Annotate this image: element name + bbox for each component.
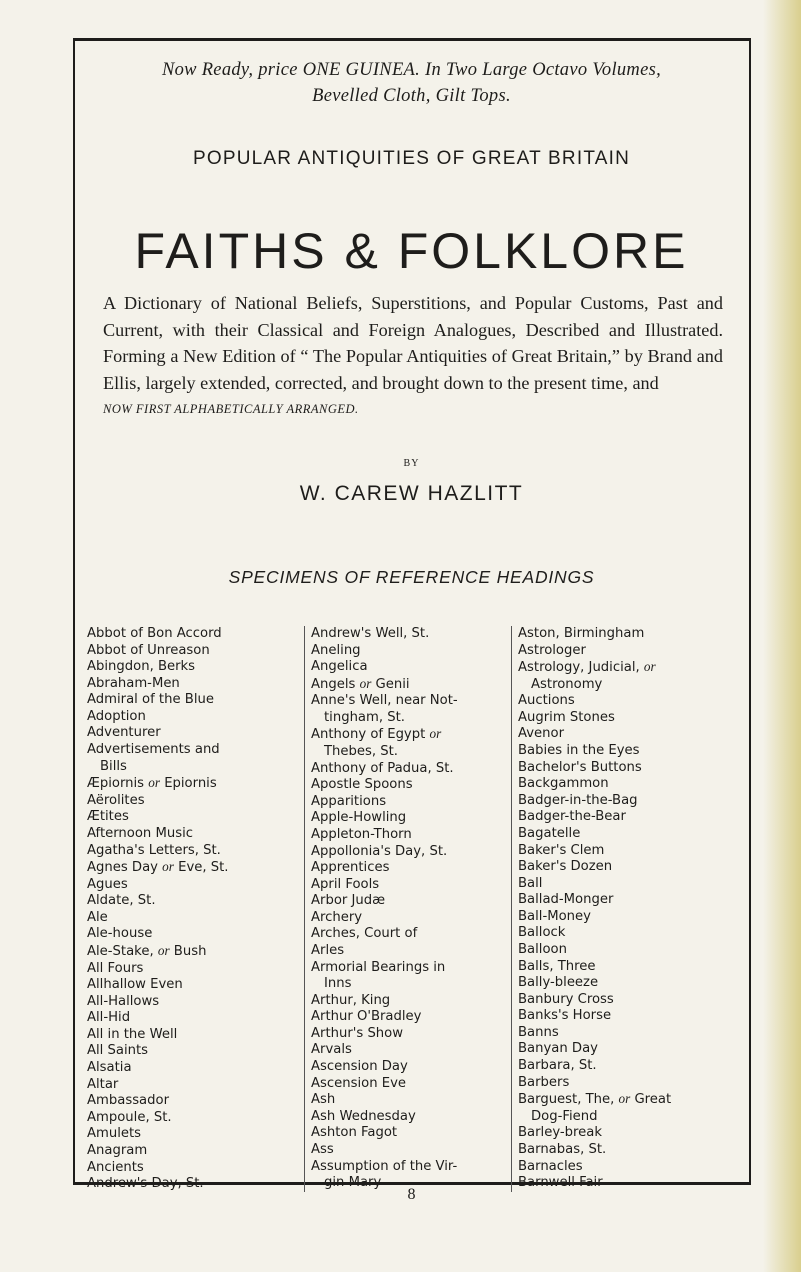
heading-entry: Agnes Day or Eve, St.: [87, 859, 229, 876]
heading-entry: Baker's Clem: [518, 842, 605, 858]
heading-entry: All in the Well: [87, 1026, 178, 1042]
heading-entry: Archery: [311, 909, 363, 925]
by-label: BY: [403, 458, 420, 469]
heading-entry: Adventurer: [87, 725, 161, 741]
heading-entry: Banyan Day: [518, 1041, 598, 1057]
heading-entry: Andrew's Day, St.: [87, 1176, 204, 1192]
heading-entry: Bally-bleeze: [518, 975, 599, 991]
heading-entry: Apparitions: [311, 793, 387, 809]
heading-entry: Ancients: [87, 1159, 144, 1175]
heading-entry: Barnwell Fair: [518, 1175, 603, 1191]
heading-entry: Alsatia: [87, 1060, 132, 1076]
heading-entry: Ashton Fagot: [311, 1125, 398, 1141]
heading-entry: All-Hallows: [87, 993, 160, 1009]
heading-entry: Angels or Genii: [311, 675, 410, 692]
heading-entry: Arles: [311, 942, 345, 958]
heading-entry: Ale-Stake, or Bush: [87, 942, 207, 959]
book-description: [103, 290, 723, 423]
or-connective: or: [162, 859, 174, 875]
heading-entry: Admiral of the Blue: [87, 692, 214, 708]
heading-entry: Appleton-Thorn: [311, 826, 412, 842]
heading-entry: Ætites: [87, 809, 129, 825]
headings-column-1: [87, 626, 292, 1193]
publication-notice-line-2: Bevelled Cloth, Gilt Tops.: [312, 86, 511, 106]
heading-entry: Assumption of the Vir-: [311, 1158, 458, 1174]
heading-entry: Arbor Judæ: [311, 893, 386, 909]
heading-entry: Aldate, St.: [87, 893, 156, 909]
heading-entry: Agatha's Letters, St.: [87, 842, 221, 858]
heading-entry: Badger-the-Bear: [518, 809, 626, 825]
heading-entry: Ballad-Monger: [518, 892, 614, 908]
heading-entry: Abbot of Bon Accord: [87, 626, 222, 641]
heading-entry: Andrew's Well, St.: [311, 626, 430, 641]
heading-entry: Banks's Horse: [518, 1008, 612, 1024]
heading-entry-continuation: Thebes, St.: [324, 744, 398, 760]
heading-entry: Adoption: [87, 708, 146, 724]
heading-entry: All Saints: [87, 1043, 149, 1059]
heading-entry: Augrim Stones: [518, 709, 615, 725]
page-edge-shading: [763, 0, 801, 1272]
page-number: 8: [407, 1186, 416, 1203]
heading-entry: Ash: [311, 1092, 336, 1108]
heading-entry: Ale-house: [87, 926, 153, 942]
heading-entry: Bagatelle: [518, 825, 581, 841]
heading-entry: Barguest, The, or Great: [518, 1091, 672, 1108]
heading-entry: All-Hid: [87, 1010, 131, 1026]
heading-entry: Ambassador: [87, 1093, 170, 1109]
heading-entry: Ballock: [518, 925, 566, 941]
heading-entry: Angelica: [311, 659, 368, 675]
heading-entry: Avenor: [518, 726, 565, 742]
heading-entry: Abbot of Unreason: [87, 642, 210, 658]
heading-entry: Astrologer: [518, 642, 586, 658]
heading-entry: Ampoule, St.: [87, 1109, 172, 1125]
heading-entry-continuation: Astronomy: [531, 676, 603, 692]
heading-entry: Banns: [518, 1024, 559, 1040]
heading-entry: Anne's Well, near Not-: [311, 693, 458, 709]
heading-entry: April Fools: [311, 876, 380, 892]
heading-entry: Agues: [87, 876, 128, 892]
heading-entry: Armorial Bearings in: [311, 959, 446, 975]
heading-entry: Ascension Day: [311, 1059, 408, 1075]
heading-entry: Balls, Three: [518, 958, 596, 974]
heading-entry: Arthur, King: [311, 992, 391, 1008]
heading-entry: Apprentices: [311, 860, 390, 876]
heading-entry: Ash Wednesday: [311, 1108, 416, 1124]
heading-entry: Appollonia's Day, St.: [311, 843, 448, 859]
heading-entry: Auctions: [518, 693, 575, 709]
heading-entry: Anagram: [87, 1142, 148, 1158]
heading-entry-continuation: gin Mary: [324, 1175, 382, 1191]
description-tail: NOW FIRST ALPHABETICALLY ARRANGED.: [103, 402, 359, 417]
heading-entry: Balloon: [518, 941, 567, 957]
heading-entry: Ale: [87, 909, 108, 925]
heading-entry: Apple-Howling: [311, 810, 407, 826]
heading-entry: Anthony of Padua, St.: [311, 760, 454, 776]
heading-entry: Arvals: [311, 1042, 352, 1058]
heading-word: Advertisements and: [87, 742, 220, 758]
heading-entry: Bachelor's Buttons: [518, 759, 642, 775]
heading-entry: [87, 742, 292, 759]
heading-entry: Barbara, St.: [518, 1058, 597, 1074]
main-title: FAITHS & FOLKLORE: [134, 223, 689, 279]
heading-entry: Barnabas, St.: [518, 1141, 607, 1157]
heading-entry: Apostle Spoons: [311, 777, 413, 793]
heading-entry: Badger-in-the-Bag: [518, 792, 638, 808]
author-name: W. CAREW HAZLITT: [299, 482, 524, 505]
heading-entry: All Fours: [87, 960, 144, 976]
heading-entry: Aërolites: [87, 792, 145, 808]
heading-entry-continuation: Inns: [324, 976, 352, 992]
left-border-rule: [73, 38, 75, 1185]
series-title: POPULAR ANTIQUITIES OF GREAT BRITAIN: [193, 148, 630, 169]
headings-column-2: [304, 626, 507, 1192]
heading-entry: Ascension Eve: [311, 1075, 407, 1091]
heading-entry: Ass: [311, 1141, 334, 1157]
right-border-rule: [749, 38, 751, 1185]
publication-notice-line-1: Now Ready, price ONE GUINEA. In Two Large Octavo Volumes,: [161, 60, 662, 80]
heading-entry: Afternoon Music: [87, 825, 194, 841]
or-connective: or: [157, 942, 170, 958]
heading-entry: Ball-Money: [518, 908, 591, 924]
or-connective: or: [643, 659, 656, 675]
specimens-heading: SPECIMENS OF REFERENCE HEADINGS: [228, 567, 595, 587]
or-connective: or: [618, 1091, 631, 1107]
heading-entry: Arthur's Show: [311, 1025, 404, 1041]
heading-entry: Backgammon: [518, 776, 609, 792]
heading-entry-continuation: tingham, St.: [324, 709, 405, 725]
heading-entry: Anthony of Egypt or: [311, 726, 442, 743]
heading-entry-continuation: Dog-Fiend: [531, 1108, 598, 1124]
heading-entry: Altar: [87, 1076, 119, 1092]
heading-entry: Allhallow Even: [87, 977, 183, 993]
heading-entry: Arthur O'Bradley: [311, 1009, 422, 1025]
or-connective: or: [429, 726, 442, 742]
heading-entry: Abingdon, Berks: [87, 659, 196, 675]
heading-entry-continuation: Bills: [100, 758, 127, 774]
headings-column-3: [511, 626, 728, 1192]
heading-entry: Æpiornis or Epiornis: [87, 775, 217, 792]
heading-entry: Banbury Cross: [518, 991, 614, 1007]
top-border-rule: [73, 38, 750, 41]
or-connective: or: [359, 675, 372, 691]
heading-entry: Abraham-Men: [87, 675, 180, 691]
heading-entry: Arches, Court of: [311, 926, 418, 942]
heading-entry: Baker's Dozen: [518, 859, 613, 875]
heading-entry: Aneling: [311, 642, 361, 658]
heading-entry: Barnacles: [518, 1158, 583, 1174]
heading-entry: Babies in the Eyes: [518, 743, 640, 759]
heading-entry: Astrology, Judicial, or: [518, 659, 656, 676]
heading-entry: Ball: [518, 875, 543, 891]
or-connective: or: [148, 775, 160, 791]
description-body: A Dictionary of National Beliefs, Superstitions, and Popular Customs, Past and Current, with their Classical and Foreign Analogues, Described and Illustrated. Forming a New Edition of “ The Popular Antiquities of Great Britain,” by Brand and Ellis, largely extended, corrected, and brought down to the present time, and: [103, 293, 723, 393]
heading-entry: Barbers: [518, 1074, 570, 1090]
heading-entry: Aston, Birmingham: [518, 626, 645, 641]
heading-entry: Amulets: [87, 1126, 142, 1142]
heading-entry: Barley-break: [518, 1125, 602, 1141]
